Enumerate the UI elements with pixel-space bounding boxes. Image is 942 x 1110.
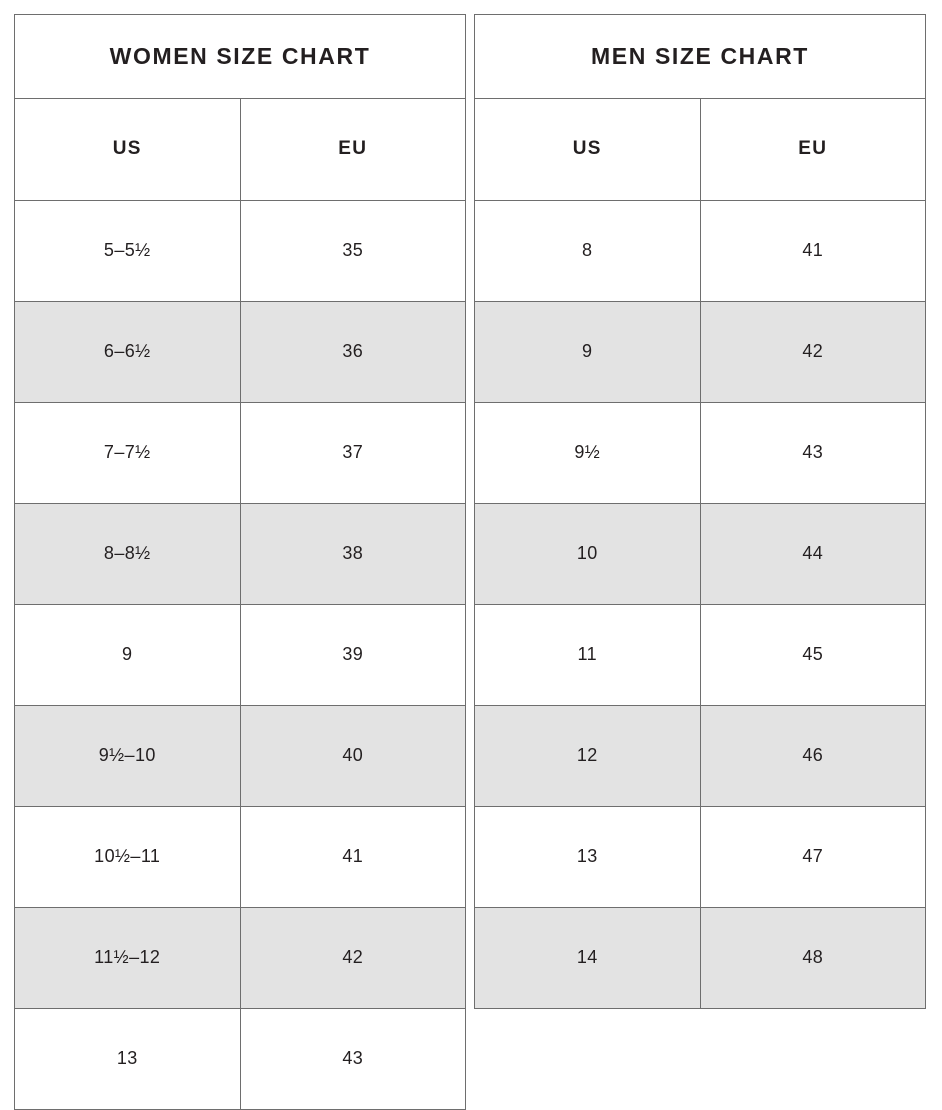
table-row	[15, 200, 465, 301]
cell-us: 9½–10	[15, 705, 240, 806]
table-row	[475, 604, 925, 705]
cell-eu: 38	[240, 503, 465, 604]
men-size-chart	[474, 14, 926, 1009]
women-size-chart	[14, 14, 466, 1110]
column-header-us: US	[15, 99, 240, 200]
cell-eu: 48	[700, 907, 925, 1008]
men-chart-title: MEN SIZE CHART	[475, 15, 925, 99]
column-header-us: US	[475, 99, 700, 200]
men-size-table	[475, 99, 925, 1008]
cell-eu: 35	[240, 200, 465, 301]
table-row	[15, 1008, 465, 1109]
cell-us: 10	[475, 503, 700, 604]
cell-eu: 39	[240, 604, 465, 705]
cell-eu: 44	[700, 503, 925, 604]
cell-eu: 46	[700, 705, 925, 806]
cell-eu: 41	[240, 806, 465, 907]
cell-eu: 37	[240, 402, 465, 503]
cell-us: 8	[475, 200, 700, 301]
cell-eu: 43	[342, 1048, 364, 1069]
table-row	[15, 402, 465, 503]
table-row	[475, 301, 925, 402]
table-row	[475, 200, 925, 301]
column-header-eu: EU	[240, 99, 465, 200]
table-row	[475, 907, 925, 1008]
table-header-row	[15, 99, 465, 200]
women-chart-title: WOMEN SIZE CHART	[15, 15, 465, 99]
cell-eu: 47	[700, 806, 925, 907]
table-row	[15, 301, 465, 402]
cell-us: 10½–11	[15, 806, 240, 907]
cell-eu: 40	[240, 705, 465, 806]
table-row	[15, 705, 465, 806]
table-row	[15, 806, 465, 907]
cell-us: 9	[475, 301, 700, 402]
cell-us: 9	[15, 604, 240, 705]
cell-eu: 36	[240, 301, 465, 402]
table-row	[475, 402, 925, 503]
women-size-table	[15, 99, 465, 1109]
cell-us: 13	[475, 806, 700, 907]
table-header-row	[475, 99, 925, 200]
cell-us: 11½–12	[15, 907, 240, 1008]
cell-eu: 41	[700, 200, 925, 301]
cell-us: 11	[475, 604, 700, 705]
table-row	[475, 806, 925, 907]
table-row	[475, 503, 925, 604]
cell-eu: 43	[700, 402, 925, 503]
cell-us: 8–8½	[15, 503, 240, 604]
table-row	[15, 604, 465, 705]
cell-eu: 42	[700, 301, 925, 402]
cell-us: 13	[15, 1008, 240, 1109]
table-row	[475, 705, 925, 806]
cell-eu: 42	[240, 907, 465, 1008]
cell-us: 5–5½	[15, 200, 240, 301]
cell-us: 6–6½	[15, 301, 240, 402]
cell-us: 9½	[475, 402, 700, 503]
cell-us: 7–7½	[15, 402, 240, 503]
cell-us: 12	[475, 705, 700, 806]
table-row	[15, 503, 465, 604]
table-row	[15, 907, 465, 1008]
column-header-eu: EU	[700, 99, 925, 200]
cell-us: 14	[475, 907, 700, 1008]
cell-eu: 45	[700, 604, 925, 705]
